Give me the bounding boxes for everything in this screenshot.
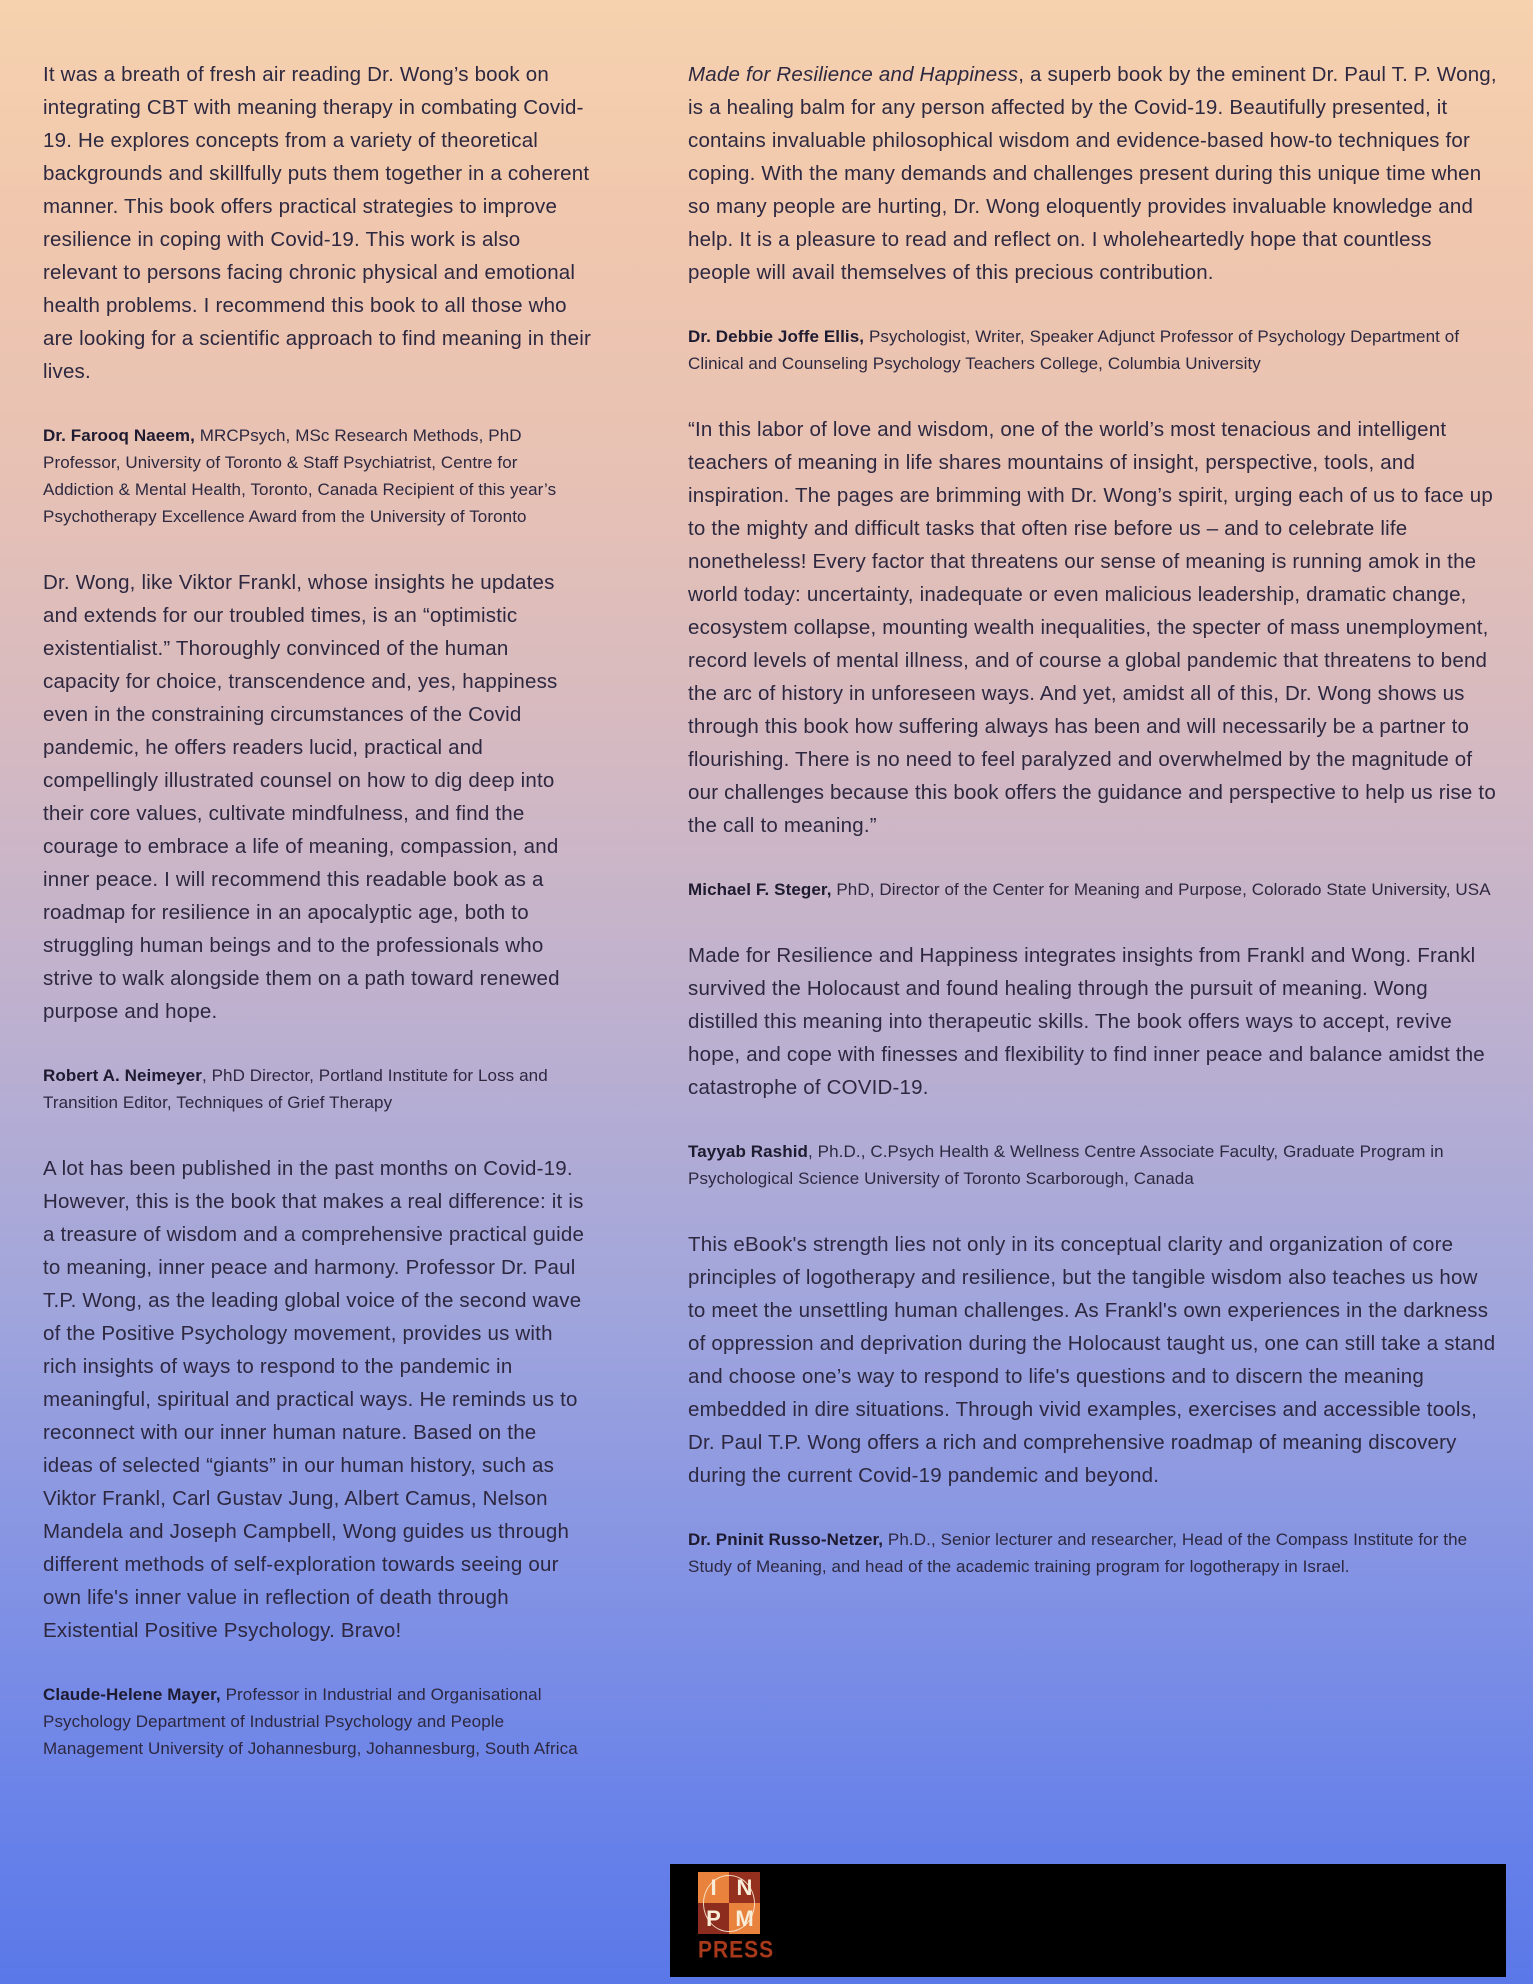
- reviewer-name-rashid: Tayyab Rashid: [688, 1142, 809, 1161]
- reviewer-name-neimeyer: Robert A. Neimeyer: [43, 1066, 202, 1085]
- inpm-press-logo: [698, 1872, 775, 1964]
- reviewer-credentials-steger: PhD, Director of the Center for Meaning and Purpose, Colorado State University, USA: [831, 880, 1491, 899]
- testimonial-mayer-text: A lot has been published in the past months on Covid-19. However, this is the book that makes a real difference: it is a treasure of wisdom and a comprehensive practical guide to meaning, inner peace and harmony. Professor Dr. Paul T.P. Wong, as the leading global voice of the second wave of the Positive Psychology movement, provides us with rich insights of ways to respond to the pandemic in meaningful, spiritual and practical ways. He reminds us to reconnect with our inner human nature. Based on the ideas of selected “giants” in our human history, such as Viktor Frankl, Carl Gustav Jung, Albert Camus, Nelson Mandela and Joseph Campbell, Wong guides us through different methods of self-exploration towards seeing our own life's inner value in reflection of death through Existential Positive Psychology. Bravo!: [43, 1157, 585, 1642]
- right-column: [688, 58, 1500, 1616]
- testimonial-ellis-body: , a superb book by the eminent Dr. Paul T. P. Wong, is a healing balm for any person affected by the Covid-19. Beautifully presented, it contains invaluable philosophical wisdom and evidence-based how-to techniques for coping. With the many demands and challenges present during this unique time when so many people are hurting, Dr. Wong eloquently provides invaluable knowledge and help. It is a pleasure to read and reflect on. I wholeheartedly hope that countless people will avail themselves of this precious contribution.: [688, 63, 1497, 284]
- reviewer-credentials-ellis: Psychologist, Writer, Speaker Adjunct Professor of Psychology Department of Clinical and Counseling Psychology Teachers College, Columbia University: [688, 327, 1460, 373]
- testimonial-rashid-text: Made for Resilience and Happiness integrates insights from Frankl and Wong. Frankl survived the Holocaust and found healing through the pursuit of meaning. Wong distilled this meaning into therapeutic skills. The book offers ways to accept, revive hope, and cope with finesses and flexibility to find inner peace and balance amidst the catastrophe of COVID-19.: [688, 944, 1485, 1099]
- reviewer-name-steger: Michael F. Steger,: [688, 880, 832, 899]
- press-wordmark: PRESS: [698, 1937, 775, 1964]
- reviewer-name-ellis: Dr. Debbie Joffe Ellis,: [688, 327, 865, 346]
- testimonial-ellis-attribution: [688, 323, 1500, 377]
- left-column: [43, 58, 591, 1798]
- testimonial-steger-text: “In this labor of love and wisdom, one of the world’s most tenacious and intelligent teachers of meaning in life shares mountains of insight, perspective, tools, and inspiration. The pages are brimming with Dr. Wong’s spirit, urging each of us to face up to the mighty and difficult tasks that often rise before us – and to celebrate life nonetheless! Every factor that threatens our sense of meaning is running amok in the world today: uncertainty, inadequate or even malicious leadership, dramatic change, ecosystem collapse, mounting wealth inequalities, the specter of mass unemployment, record levels of mental illness, and of course a global pandemic that threatens to bend the arc of history in unforeseen ways. And yet, amidst all of this, Dr. Wong shows us through this book how suffering always has been and will necessarily be a partner to flourishing. There is no need to feel paralyzed and overwhelmed by the magnitude of our challenges because this book offers the guidance and perspective to help us rise to the call to meaning.”: [688, 418, 1496, 837]
- inpm-letter-m: M: [729, 1903, 760, 1934]
- inpm-letter-n: N: [729, 1872, 760, 1903]
- reviewer-name-naeem: Dr. Farooq Naeem,: [43, 426, 195, 445]
- testimonial-neimeyer-attribution: [43, 1062, 591, 1116]
- reviewer-credentials-neimeyer: , PhD Director, Portland Institute for Loss and Transition Editor, Techniques of Grief Therapy: [43, 1066, 548, 1112]
- reviewer-credentials-naeem: MRCPsych, MSc Research Methods, PhD Professor, University of Toronto & Staff Psychiatrist, Centre for Addiction & Mental Health, Toronto, Canada Recipient of this year’s Psychotherapy Excellence Award from the University of Toronto: [43, 426, 557, 526]
- testimonial-steger-attribution: [688, 876, 1500, 903]
- testimonial-neimeyer-text: Dr. Wong, like Viktor Frankl, whose insights he updates and extends for our troubled times, is an “optimistic existentialist.” Thoroughly convinced of the human capacity for choice, transcendence and, yes, happiness even in the constraining circumstances of the Covid pandemic, he offers readers lucid, practical and compellingly illustrated counsel on how to dig deep into their core values, cultivate mindfulness, and find the courage to embrace a life of meaning, compassion, and inner peace. I will recommend this readable book as a roadmap for resilience in an apocalyptic age, both to struggling human beings and to the professionals who strive to walk alongside them on a path toward renewed purpose and hope.: [43, 571, 560, 1023]
- testimonial-russonetzer-text: This eBook's strength lies not only in its conceptual clarity and organization of core principles of logotherapy and resilience, but the tangible wisdom also teaches us how to meet the unsettling human challenges. As Frankl's own experiences in the darkness of oppression and deprivation during the Holocaust taught us, one can still take a stand and choose one’s way to respond to life's questions and to discern the meaning embedded in dire situations. Through vivid examples, exercises and accessible tools, Dr. Paul T.P. Wong offers a rich and comprehensive roadmap of meaning discovery during the current Covid-19 pandemic and beyond.: [688, 1233, 1496, 1487]
- testimonial-naeem-attribution: [43, 422, 591, 530]
- reviewer-credentials-mayer: Professor in Industrial and Organisational Psychology Department of Industrial Psychology and People Management University of Johannesburg, Johannesburg, South Africa: [43, 1685, 578, 1758]
- testimonial-ellis-text: [688, 58, 1500, 289]
- reviewer-credentials-russonetzer: Ph.D., Senior lecturer and researcher, Head of the Compass Institute for the Study of Meaning, and head of the academic training program for logotherapy in Israel.: [688, 1530, 1468, 1576]
- book-title-italic: Made for Resilience and Happiness: [688, 63, 1019, 86]
- inpm-letter-i: I: [698, 1872, 729, 1903]
- testimonial-naeem-text: It was a breath of fresh air reading Dr. Wong’s book on integrating CBT with meaning therapy in combating Covid-19. He explores concepts from a variety of theoretical backgrounds and skillfully puts them together in a coherent manner. This book offers practical strategies to improve resilience in coping with Covid-19. This work is also relevant to persons facing chronic physical and emotional health problems. I recommend this book to all those who are looking for a scientific approach to find meaning in their lives.: [43, 63, 591, 383]
- inpm-logo-grid: [698, 1872, 760, 1934]
- testimonial-mayer-attribution: [43, 1681, 591, 1762]
- testimonial-rashid-attribution: [688, 1138, 1500, 1192]
- testimonial-russonetzer-attribution: [688, 1526, 1500, 1580]
- reviewer-credentials-rashid: , Ph.D., C.Psych Health & Wellness Centre Associate Faculty, Graduate Program in Psychological Science University of Toronto Scarborough, Canada: [688, 1142, 1444, 1188]
- inpm-letter-p: P: [698, 1903, 729, 1934]
- publisher-bar: [670, 1864, 1506, 1977]
- reviewer-name-mayer: Claude-Helene Mayer,: [43, 1685, 221, 1704]
- reviewer-name-russonetzer: Dr. Pninit Russo-Netzer,: [688, 1530, 884, 1549]
